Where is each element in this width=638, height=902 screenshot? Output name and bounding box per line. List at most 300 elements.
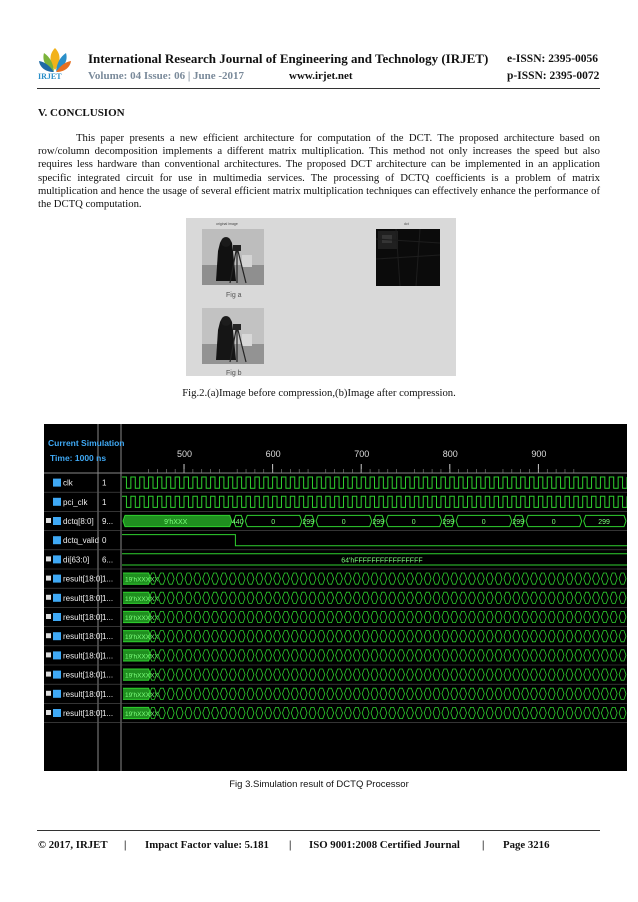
result-segment (584, 707, 591, 718)
result-segment (282, 650, 289, 661)
result-segment (539, 631, 546, 642)
result-segment (336, 573, 343, 584)
result-segment (158, 631, 165, 642)
result-segment (274, 631, 281, 642)
result-segment (380, 688, 387, 699)
result-segment (539, 611, 546, 622)
result-segment (212, 573, 219, 584)
result-segment (167, 573, 174, 584)
result-segment (486, 611, 493, 622)
bus-value: 19'hXXXXX (125, 615, 159, 622)
bus-signal-icon (53, 594, 61, 602)
result-segment (415, 592, 422, 603)
result-segment (318, 707, 325, 718)
result-segment (522, 669, 529, 680)
result-segment (566, 611, 573, 622)
result-segment (362, 688, 369, 699)
result-segment (433, 592, 440, 603)
expand-icon (46, 614, 51, 619)
result-segment (593, 592, 600, 603)
result-segment (380, 573, 387, 584)
bus-signal-icon (53, 632, 61, 640)
result-segment (433, 573, 440, 584)
result-segment (300, 611, 307, 622)
result-segment (398, 592, 405, 603)
result-segment (424, 688, 431, 699)
volume-issue: Volume: 04 Issue: 06 | June -2017 (88, 70, 245, 82)
result-segment (584, 688, 591, 699)
result-segment (353, 650, 360, 661)
result-segment (415, 631, 422, 642)
result-segment (522, 592, 529, 603)
result-segment (495, 631, 502, 642)
result-segment (433, 688, 440, 699)
bus-segment-value: 0 (271, 519, 276, 526)
signal-name: result[18:0] (63, 613, 103, 622)
result-segment (451, 688, 458, 699)
result-segment (513, 592, 520, 603)
result-segment (309, 611, 316, 622)
result-segment (327, 573, 334, 584)
clock-waveform (122, 477, 627, 488)
expand-icon (46, 576, 51, 581)
result-segment (557, 650, 564, 661)
result-segment (619, 573, 626, 584)
result-segment (353, 592, 360, 603)
result-segment (176, 631, 183, 642)
result-segment (344, 611, 351, 622)
bit-signal-icon (53, 498, 61, 506)
footer-separator: | (289, 839, 292, 851)
expand-icon (46, 518, 51, 523)
time-tick-label: 900 (531, 449, 547, 459)
result-segment (504, 573, 511, 584)
result-segment (398, 573, 405, 584)
result-segment (610, 573, 617, 584)
result-segment (486, 592, 493, 603)
result-segment (336, 592, 343, 603)
result-segment (318, 631, 325, 642)
result-segment (601, 707, 608, 718)
result-segment (557, 631, 564, 642)
figure-3-caption: Fig 3.Simulation result of DCTQ Processor (229, 779, 409, 790)
result-segment (433, 650, 440, 661)
result-segment (220, 688, 227, 699)
result-segment (513, 650, 520, 661)
bus-segment-value: 299 (512, 519, 524, 526)
result-segment (327, 707, 334, 718)
result-segment (566, 650, 573, 661)
result-segment (247, 592, 254, 603)
result-segment (486, 631, 493, 642)
conclusion-paragraph: This paper presents a new efficient architecture for computation of the DCT. The proposed architecture based on row/column decomposition implements a different matrix multiplication. This method not only increases the speed but also requires less hardware than conventional architectures. The proposed DCT architecture can be implemented in an application specific integrated circuit for use in multimedia services. The processing of DCTQ coefficients is a problem of matrix multiplication and hence the usage of several efficient matrix multiplication techniques can effectively enhance the performance of the DCTQ computation. (38, 132, 600, 211)
result-segment (265, 611, 272, 622)
result-segment (424, 650, 431, 661)
result-segment (327, 631, 334, 642)
result-segment (194, 573, 201, 584)
result-segment (380, 707, 387, 718)
result-segment (318, 611, 325, 622)
result-segment (371, 707, 378, 718)
result-segment (539, 650, 546, 661)
result-segment (282, 669, 289, 680)
result-segment (282, 631, 289, 642)
result-segment (282, 592, 289, 603)
result-segment (274, 592, 281, 603)
result-segment (282, 707, 289, 718)
bus-signal-icon (53, 690, 61, 698)
result-segment (513, 707, 520, 718)
fig-b-label: Fig b (226, 370, 242, 377)
result-segment (415, 669, 422, 680)
result-segment (451, 631, 458, 642)
result-segment (486, 707, 493, 718)
result-segment (336, 707, 343, 718)
journal-website[interactable]: www.irjet.net (289, 70, 353, 82)
result-segment (513, 688, 520, 699)
result-segment (433, 611, 440, 622)
result-segment (389, 650, 396, 661)
result-segment (531, 573, 538, 584)
result-segment (158, 592, 165, 603)
result-segment (265, 669, 272, 680)
bit-signal-icon (53, 536, 61, 544)
result-segment (185, 592, 192, 603)
signal-value: 1... (102, 689, 114, 699)
simulation-title-line2: Time: 1000 ns (50, 453, 107, 463)
result-segment (575, 611, 582, 622)
bus-value: 19'hXXXXX (125, 653, 159, 661)
result-segment (176, 611, 183, 622)
result-segment (309, 707, 316, 718)
signal-value: 0 (102, 536, 107, 546)
result-segment (371, 611, 378, 622)
result-segment (336, 650, 343, 661)
result-segment (300, 573, 307, 584)
result-segment (433, 631, 440, 642)
result-segment (176, 707, 183, 718)
result-segment (451, 650, 458, 661)
result-segment (362, 650, 369, 661)
result-segment (247, 707, 254, 718)
result-segment (353, 688, 360, 699)
result-segment (469, 688, 476, 699)
result-segment (593, 611, 600, 622)
signal-value: 1... (102, 632, 114, 642)
result-segment (380, 669, 387, 680)
result-segment (203, 631, 210, 642)
result-segment (398, 688, 405, 699)
result-segment (194, 611, 201, 622)
result-segment (247, 631, 254, 642)
result-segment (415, 650, 422, 661)
result-segment (495, 650, 502, 661)
result-segment (371, 669, 378, 680)
result-segment (398, 650, 405, 661)
result-segment (398, 669, 405, 680)
result-segment (291, 631, 298, 642)
result-segment (353, 669, 360, 680)
result-segment (336, 669, 343, 680)
result-segment (176, 592, 183, 603)
result-segment (531, 611, 538, 622)
result-segment (274, 611, 281, 622)
result-segment (504, 631, 511, 642)
result-segment (238, 707, 245, 718)
result-segment (460, 573, 467, 584)
result-segment (548, 573, 555, 584)
result-segment (256, 611, 263, 622)
result-segment (327, 688, 334, 699)
result-segment (415, 688, 422, 699)
result-segment (548, 650, 555, 661)
result-segment (584, 573, 591, 584)
result-segment (309, 631, 316, 642)
signal-value: 1 (102, 497, 107, 507)
result-segment (477, 631, 484, 642)
result-segment (469, 611, 476, 622)
result-segment (220, 573, 227, 584)
result-segment (371, 592, 378, 603)
section-heading: V. CONCLUSION (38, 107, 125, 119)
result-segment (300, 707, 307, 718)
result-segment (167, 631, 174, 642)
result-segment (300, 592, 307, 603)
result-segment (398, 707, 405, 718)
result-segment (513, 669, 520, 680)
result-segment (566, 669, 573, 680)
footer-separator: | (482, 839, 485, 851)
original-image-title: original image (216, 222, 238, 226)
expand-icon (46, 691, 51, 696)
result-segment (167, 707, 174, 718)
bus-segment-value: 0 (551, 519, 556, 526)
result-segment (486, 669, 493, 680)
result-segment (477, 592, 484, 603)
result-segment (522, 707, 529, 718)
result-segment (158, 707, 165, 718)
result-segment (593, 573, 600, 584)
result-segment (575, 707, 582, 718)
result-segment (362, 631, 369, 642)
result-segment (477, 611, 484, 622)
result-segment (229, 611, 236, 622)
result-segment (407, 688, 414, 699)
result-segment (344, 631, 351, 642)
result-segment (265, 573, 272, 584)
result-segment (601, 573, 608, 584)
signal-value: 1... (102, 593, 114, 603)
clock-waveform (122, 496, 627, 507)
result-segment (469, 592, 476, 603)
bus-signal-icon (53, 671, 61, 679)
result-segment (407, 573, 414, 584)
result-segment (495, 611, 502, 622)
result-segment (531, 631, 538, 642)
result-segment (389, 669, 396, 680)
signal-name: result[18:0] (63, 709, 103, 718)
result-segment (460, 611, 467, 622)
result-segment (256, 631, 263, 642)
result-segment (362, 611, 369, 622)
result-segment (158, 669, 165, 680)
footer-separator: | (124, 839, 127, 851)
result-segment (309, 688, 316, 699)
result-segment (557, 573, 564, 584)
result-segment (176, 650, 183, 661)
result-segment (584, 650, 591, 661)
result-segment (442, 669, 449, 680)
result-segment (495, 592, 502, 603)
result-segment (229, 650, 236, 661)
result-segment (212, 669, 219, 680)
bus-signal-icon (53, 517, 61, 525)
result-segment (575, 631, 582, 642)
result-segment (610, 688, 617, 699)
signal-name: result[18:0] (63, 670, 103, 680)
result-segment (548, 631, 555, 642)
result-segment (407, 611, 414, 622)
time-tick-label: 800 (442, 449, 458, 459)
result-segment (548, 592, 555, 603)
simulation-waveform (44, 424, 627, 771)
result-segment (229, 688, 236, 699)
result-segment (531, 707, 538, 718)
result-segment (442, 707, 449, 718)
result-segment (460, 592, 467, 603)
result-segment (513, 573, 520, 584)
result-segment (185, 631, 192, 642)
result-segment (442, 592, 449, 603)
result-segment (327, 650, 334, 661)
result-segment (531, 669, 538, 680)
result-segment (584, 631, 591, 642)
signal-name: result[18:0] (63, 593, 103, 603)
result-segment (389, 631, 396, 642)
bus-value: 64'hFFFFFFFFFFFFFFFF (341, 557, 423, 565)
result-segment (504, 650, 511, 661)
result-segment (407, 592, 414, 603)
result-segment (220, 631, 227, 642)
result-segment (442, 611, 449, 622)
bus-value: 19'hXXXXX (125, 595, 159, 603)
result-segment (158, 573, 165, 584)
result-segment (318, 592, 325, 603)
result-segment (593, 707, 600, 718)
bus-segment-value: 299 (302, 519, 315, 526)
time-tick-label: 500 (177, 449, 193, 459)
result-segment (486, 650, 493, 661)
result-segment (398, 611, 405, 622)
p-issn: p-ISSN: 2395-0072 (507, 70, 600, 82)
result-segment (522, 573, 529, 584)
result-segment (229, 592, 236, 603)
result-segment (203, 688, 210, 699)
result-segment (238, 650, 245, 661)
bus-value: 19'hXXXXX (125, 634, 159, 642)
result-segment (212, 650, 219, 661)
result-segment (531, 688, 538, 699)
result-segment (522, 611, 529, 622)
bus-segment-value: 440 (231, 519, 244, 526)
result-segment (460, 707, 467, 718)
result-segment (282, 688, 289, 699)
result-segment (353, 611, 360, 622)
header-rule (37, 88, 600, 89)
result-segment (291, 611, 298, 622)
result-segment (353, 573, 360, 584)
footer-rule (37, 830, 600, 831)
result-segment (344, 688, 351, 699)
result-segment (229, 707, 236, 718)
result-segment (300, 669, 307, 680)
result-segment (247, 573, 254, 584)
result-segment (451, 707, 458, 718)
result-segment (619, 650, 626, 661)
result-segment (309, 592, 316, 603)
result-segment (460, 650, 467, 661)
result-segment (194, 592, 201, 603)
time-tick-label: 700 (354, 449, 370, 459)
bus-value: 19'hXXXXX (125, 711, 159, 718)
result-segment (539, 669, 546, 680)
result-segment (282, 611, 289, 622)
result-segment (291, 650, 298, 661)
result-segment (584, 669, 591, 680)
result-segment (220, 650, 227, 661)
result-segment (389, 611, 396, 622)
result-segment (575, 573, 582, 584)
result-segment (486, 573, 493, 584)
result-segment (619, 611, 626, 622)
bus-segment-value: 299 (442, 519, 455, 526)
result-segment (415, 573, 422, 584)
result-segment (167, 688, 174, 699)
signal-name: dctq_valid (63, 536, 100, 546)
result-segment (318, 669, 325, 680)
result-segment (486, 688, 493, 699)
result-segment (336, 688, 343, 699)
result-segment (291, 573, 298, 584)
result-segment (238, 573, 245, 584)
result-segment (522, 631, 529, 642)
result-segment (344, 707, 351, 718)
result-segment (238, 669, 245, 680)
result-segment (477, 707, 484, 718)
result-segment (389, 688, 396, 699)
result-segment (424, 592, 431, 603)
result-segment (469, 650, 476, 661)
signal-value: 9... (102, 517, 114, 526)
result-segment (601, 688, 608, 699)
dct-panel-title: dct (404, 222, 409, 226)
result-segment (194, 707, 201, 718)
result-segment (504, 707, 511, 718)
result-segment (362, 669, 369, 680)
signal-value: 1... (102, 574, 114, 584)
result-segment (336, 631, 343, 642)
result-segment (220, 707, 227, 718)
logo-text: IRJET (38, 72, 62, 81)
result-segment (185, 688, 192, 699)
result-segment (194, 669, 201, 680)
result-segment (203, 650, 210, 661)
e-issn: e-ISSN: 2395-0056 (507, 53, 599, 65)
result-segment (477, 650, 484, 661)
result-segment (167, 650, 174, 661)
result-segment (575, 688, 582, 699)
result-segment (291, 669, 298, 680)
